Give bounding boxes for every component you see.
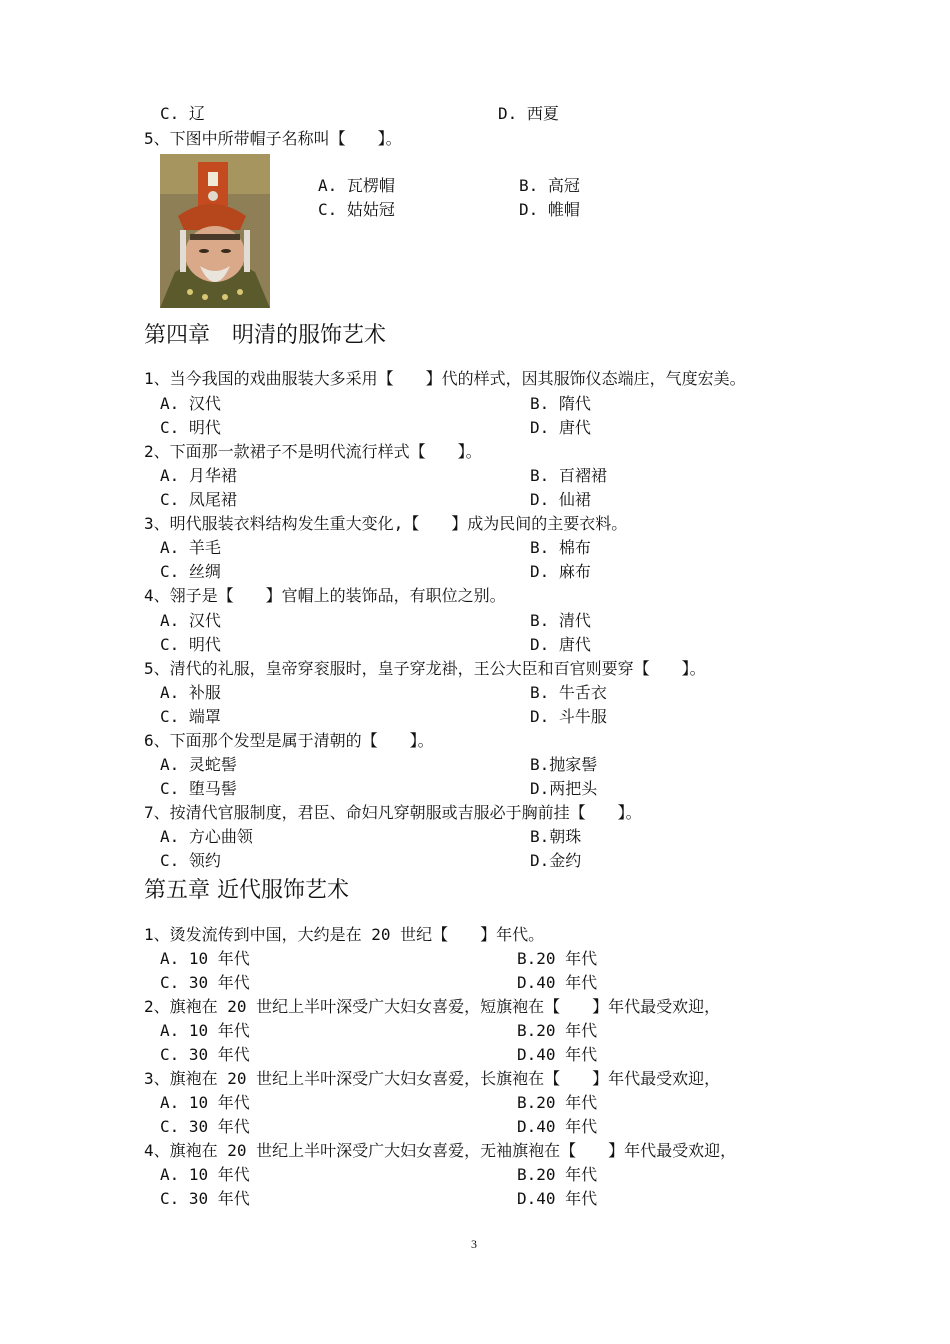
option-a: A. 羊毛 [160, 538, 221, 557]
option-d: D.40 年代 [517, 1117, 598, 1136]
option-b: B. 牛舌衣 [530, 683, 607, 702]
chapter-heading: 第四章 明清的服饰艺术 [144, 323, 387, 348]
question-text: 7、按清代官服制度，君臣、命妇凡穿朝服或吉服必于胸前挂【 】。 [144, 803, 642, 822]
question-text: 6、下面那个发型是属于清朝的【 】。 [144, 731, 434, 750]
option-d: D.40 年代 [517, 1189, 598, 1208]
option-d: D. 帷帽 [519, 200, 580, 219]
option-a: A. 10 年代 [160, 1021, 250, 1040]
question-text: 5、下图中所带帽子名称叫【 】。 [144, 129, 402, 148]
option-b: B.20 年代 [517, 1021, 598, 1040]
option-d: D. 西夏 [498, 104, 559, 123]
option-b: B.20 年代 [517, 1093, 598, 1112]
option-c: C. 领约 [160, 851, 221, 870]
option-b: B.朝珠 [530, 827, 582, 846]
option-d: D. 唐代 [530, 635, 591, 654]
option-b: B. 百褶裙 [530, 466, 607, 485]
option-c: C. 30 年代 [160, 973, 250, 992]
option-d: D.40 年代 [517, 973, 598, 992]
question-text: 2、下面那一款裙子不是明代流行样式【 】。 [144, 442, 482, 461]
option-c: C. 30 年代 [160, 1117, 250, 1136]
page-number: 3 [471, 1237, 477, 1251]
option-a: A. 月华裙 [160, 466, 237, 485]
question-text: 4、翎子是【 】官帽上的装饰品，有职位之别。 [144, 586, 506, 605]
option-d: D. 斗牛服 [530, 707, 607, 726]
option-b: B. 清代 [530, 611, 591, 630]
option-a: A. 补服 [160, 683, 221, 702]
question-text: 4、旗袍在 20 世纪上半叶深受广大妇女喜爱，无袖旗袍在【 】年代最受欢迎， [144, 1141, 737, 1160]
option-d: D. 唐代 [530, 418, 591, 437]
option-d: D.40 年代 [517, 1045, 598, 1064]
question-text: 2、旗袍在 20 世纪上半叶深受广大妇女喜爱，短旗袍在【 】年代最受欢迎， [144, 997, 721, 1016]
chapter-heading: 第五章 近代服饰艺术 [144, 878, 349, 903]
option-d: D.两把头 [530, 779, 598, 798]
option-a: A. 灵蛇髻 [160, 755, 237, 774]
question-text: 5、清代的礼服，皇帝穿衮服时，皇子穿龙褂，王公大臣和百官则要穿【 】。 [144, 659, 706, 678]
option-a: A. 10 年代 [160, 949, 250, 968]
option-a: A. 汉代 [160, 394, 221, 413]
option-c: C. 明代 [160, 418, 221, 437]
question-text: 3、旗袍在 20 世纪上半叶深受广大妇女喜爱，长旗袍在【 】年代最受欢迎， [144, 1069, 721, 1088]
option-a: A. 10 年代 [160, 1165, 250, 1184]
option-c: C. 凤尾裙 [160, 490, 237, 509]
option-c: C. 丝绸 [160, 562, 221, 581]
option-d: D. 麻布 [530, 562, 591, 581]
option-c: C. 堕马髻 [160, 779, 237, 798]
question-text: 1、烫发流传到中国，大约是在 20 世纪【 】年代。 [144, 925, 545, 944]
option-d: D.金约 [530, 851, 582, 870]
option-b: B. 棉布 [530, 538, 591, 557]
portrait-image [160, 154, 270, 308]
option-d: D. 仙裙 [530, 490, 591, 509]
option-c: C. 端罩 [160, 707, 221, 726]
option-b: B.20 年代 [517, 1165, 598, 1184]
option-a: A. 瓦楞帽 [318, 176, 395, 195]
option-c: C. 明代 [160, 635, 221, 654]
option-c: C. 30 年代 [160, 1045, 250, 1064]
option-a: A. 汉代 [160, 611, 221, 630]
option-c: C. 30 年代 [160, 1189, 250, 1208]
option-b: B.20 年代 [517, 949, 598, 968]
option-b: B. 隋代 [530, 394, 591, 413]
option-a: A. 10 年代 [160, 1093, 250, 1112]
option-c: C. 姑姑冠 [318, 200, 395, 219]
option-b: B.抛家髻 [530, 755, 598, 774]
option-b: B. 高冠 [519, 176, 580, 195]
question-text: 3、明代服装衣料结构发生重大变化,【 】成为民间的主要衣料。 [144, 514, 628, 533]
question-text: 1、当今我国的戏曲服装大多采用【 】代的样式，因其服饰仪态端庄，气度宏美。 [144, 369, 746, 388]
option-a: A. 方心曲领 [160, 827, 253, 846]
option-c: C. 辽 [160, 104, 205, 123]
